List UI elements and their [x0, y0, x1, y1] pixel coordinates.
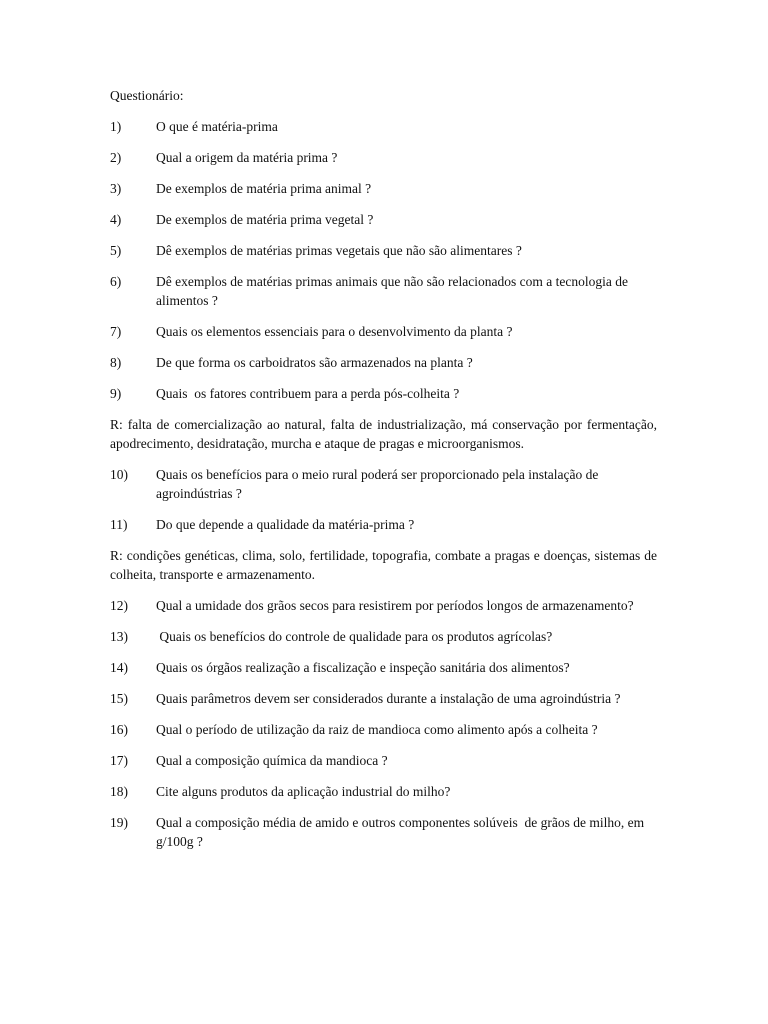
question-number: 3) — [110, 181, 122, 196]
question-item — [110, 322, 657, 341]
question-text: O que é matéria-prima — [156, 119, 278, 134]
question-number: 15) — [110, 691, 128, 706]
question-number: 6) — [110, 274, 122, 289]
question-item — [110, 689, 657, 708]
question-item — [110, 751, 657, 770]
question-item — [110, 596, 657, 615]
question-text: Qual a umidade dos grãos secos para resistirem por períodos longos de armazenamento? — [156, 598, 634, 613]
question-text: Do que depende a qualidade da matéria-prima ? — [156, 517, 415, 532]
answer-paragraph: R: condições genéticas, clima, solo, fertilidade, topografia, combate a pragas e doenças, sistemas de colheita, transporte e armazenamento. — [110, 548, 657, 582]
question-text: Quais os elementos essenciais para o desenvolvimento da planta ? — [156, 324, 513, 339]
questionnaire-title: Questionário: — [110, 88, 184, 103]
question-item — [110, 148, 657, 167]
question-number: 12) — [110, 598, 128, 613]
answer-paragraph: R: falta de comercialização ao natural, falta de industrialização, má conservação por fermentação, apodrecimento, desidratação, murcha e ataque de pragas e microorganismos. — [110, 417, 657, 451]
question-text: De que forma os carboidratos são armazenados na planta ? — [156, 355, 473, 370]
question-item — [110, 241, 657, 260]
question-item — [110, 117, 657, 136]
question-number: 2) — [110, 150, 122, 165]
question-number: 8) — [110, 355, 122, 370]
question-item — [110, 179, 657, 198]
question-number: 16) — [110, 722, 128, 737]
question-item — [110, 353, 657, 372]
question-number: 14) — [110, 660, 128, 675]
question-text: Qual a composição química da mandioca ? — [156, 753, 388, 768]
document-page — [110, 86, 657, 863]
question-item — [110, 384, 657, 403]
question-item — [110, 720, 657, 739]
question-item — [110, 272, 657, 310]
question-text: Qual a origem da matéria prima ? — [156, 150, 338, 165]
question-number: 5) — [110, 243, 122, 258]
question-item — [110, 465, 657, 503]
question-text: Quais os órgãos realização a fiscalização e inspeção sanitária dos alimentos? — [156, 660, 570, 675]
question-text: De exemplos de matéria prima animal ? — [156, 181, 372, 196]
question-number: 1) — [110, 119, 122, 134]
question-number: 9) — [110, 386, 122, 401]
question-number: 7) — [110, 324, 122, 339]
question-item — [110, 658, 657, 677]
question-number: 17) — [110, 753, 128, 768]
question-item — [110, 210, 657, 229]
question-text: Quais os benefícios para o meio rural poderá ser proporcionado pela instalação de agroindústrias ? — [156, 467, 602, 501]
question-item — [110, 782, 657, 801]
question-text: Quais os benefícios do controle de qualidade para os produtos agrícolas? — [156, 629, 553, 644]
question-number: 4) — [110, 212, 122, 227]
question-text: Qual o período de utilização da raiz de mandioca como alimento após a colheita ? — [156, 722, 598, 737]
question-text: Quais parâmetros devem ser considerados durante a instalação de uma agroindústria ? — [156, 691, 621, 706]
question-number: 11) — [110, 517, 128, 532]
question-text: Quais os fatores contribuem para a perda pós-colheita ? — [156, 386, 460, 401]
question-text: Qual a composição média de amido e outros componentes solúveis de grãos de milho, em g/100g ? — [156, 815, 648, 849]
question-text: De exemplos de matéria prima vegetal ? — [156, 212, 374, 227]
question-item — [110, 627, 657, 646]
question-text: Dê exemplos de matérias primas vegetais que não são alimentares ? — [156, 243, 522, 258]
question-number: 10) — [110, 467, 128, 482]
question-number: 13) — [110, 629, 128, 644]
question-text: Cite alguns produtos da aplicação industrial do milho? — [156, 784, 451, 799]
question-number: 19) — [110, 815, 128, 830]
question-item — [110, 515, 657, 534]
question-item — [110, 813, 657, 851]
question-number: 18) — [110, 784, 128, 799]
question-text: Dê exemplos de matérias primas animais que não são relacionados com a tecnologia de alimentos ? — [156, 274, 632, 308]
